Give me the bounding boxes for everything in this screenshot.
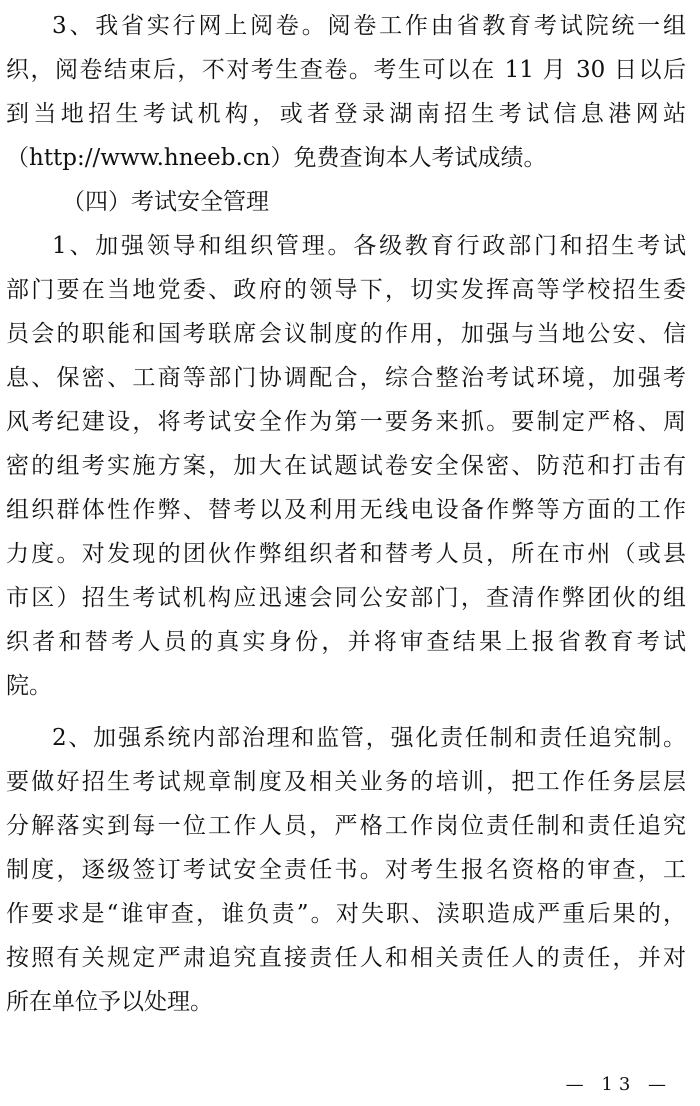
page-number: — 13 — [565,1074,672,1095]
paragraph-line: 员会的职能和国考联席会议制度的作用，加强与当地公安、信 [6,321,686,347]
paragraph-line: 所在单位予以处理。 [6,989,213,1015]
paragraph-line: 风考纪建设，将考试安全作为第一要务来抓。要制定严格、周 [6,409,686,435]
paragraph-line: 织，阅卷结束后，不对考生查卷。考生可以在 11 月 30 日以后 [6,57,686,83]
paragraph-line: 组织群体性作弊、替考以及利用无线电设备作弊等方面的工作 [6,497,686,523]
paragraph-line: 到当地招生考试机构，或者登录湖南招生考试信息港网站 [6,101,686,127]
paragraph-line: 力度。对发现的团伙作弊组织者和替考人员，所在市州（或县 [6,541,686,567]
paragraph-line: 分解落实到每一位工作人员，严格工作岗位责任制和责任追究 [6,813,686,839]
paragraph-leadership-management [6,224,686,708]
paragraph-line: 2、加强系统内部治理和监管，强化责任制和责任追究制。 [52,725,686,751]
paragraph-line: 1、加强领导和组织管理。各级教育行政部门和招生考试 [52,233,686,259]
paragraph-line: 密的组考实施方案，加大在试题试卷安全保密、防范和打击有 [6,453,686,479]
paragraph-line: 院。 [6,673,52,699]
paragraph-line: 部门要在当地党委、政府的领导下，切实发挥高等学校招生委 [6,277,686,303]
paragraph-line: 市区）招生考试机构应迅速会同公安部门，查清作弊团伙的组 [6,585,686,611]
paragraph-line: 制度，逐级签订考试安全责任书。对考生报名资格的审查，工 [6,857,686,883]
paragraph-line: 要做好招生考试规章制度及相关业务的培训，把工作任务层层 [6,769,686,795]
paragraph-line: 3、我省实行网上阅卷。阅卷工作由省教育考试院统一组 [52,13,686,39]
paragraph-line: 按照有关规定严肃追究直接责任人和相关责任人的责任，并对 [6,945,686,971]
paragraph-line: 作要求是“谁审查，谁负责”。对失职、渎职造成严重后果的， [6,901,686,927]
paragraph-line: 织者和替考人员的真实身份，并将审查结果上报省教育考试 [6,629,686,655]
paragraph-line: 息、保密、工商等部门协调配合，综合整治考试环境，加强考 [6,365,686,391]
paragraph-gap [6,708,686,716]
section-title: （四）考试安全管理 [62,189,269,215]
paragraph-online-marking [6,4,686,180]
paragraph-line: （http://www.hneeb.cn）免费查询本人考试成绩。 [6,145,547,171]
paragraph-internal-governance [6,716,686,1024]
